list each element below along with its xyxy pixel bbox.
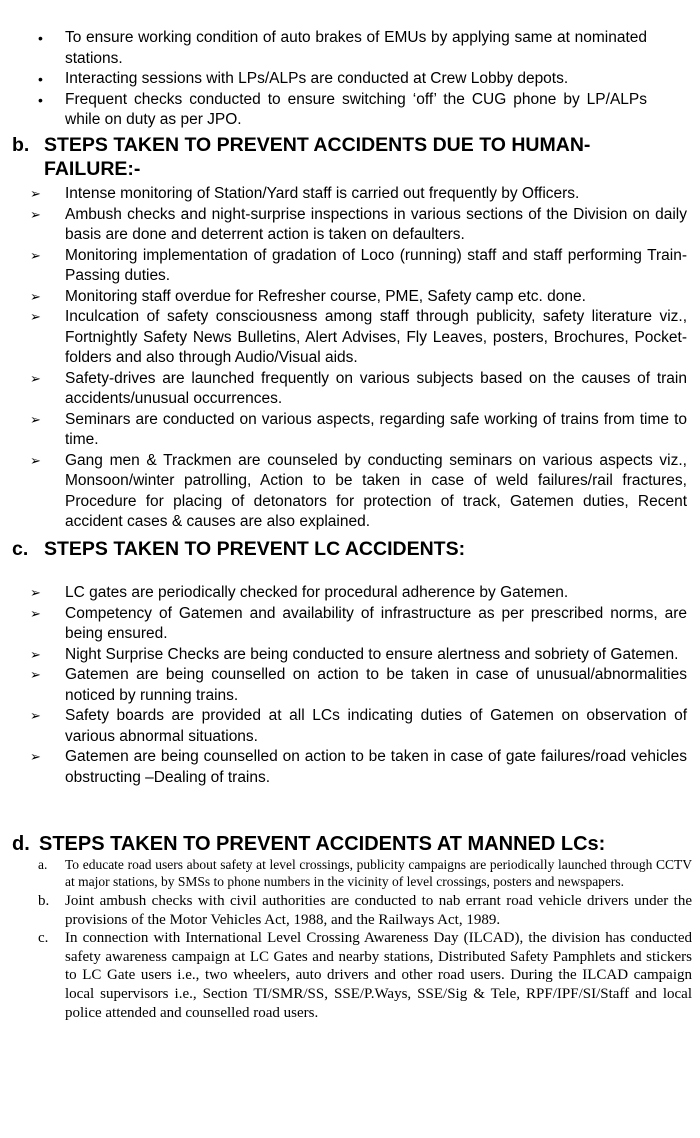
- list-item: [30, 410, 687, 451]
- arrow-bullet-icon: ➢: [30, 646, 41, 662]
- section-b-heading: [12, 133, 644, 181]
- section-letter: b.: [12, 134, 30, 156]
- section-title: STEPS TAKEN TO PREVENT LC ACCIDENTS:: [44, 538, 466, 560]
- list-item: [32, 90, 647, 131]
- arrow-bullet-icon: ➢: [30, 667, 41, 682]
- arrow-bullet-icon: ➢: [30, 206, 41, 222]
- bullet-icon: •: [38, 71, 43, 87]
- list-item: [30, 665, 687, 706]
- list-item-text: To ensure working condition of auto brakes of EMUs by applying same at nominated stations.: [65, 29, 647, 67]
- list-item-text: Gatemen are being counselled on action to be taken in case of unusual/abnormalities noticed by running trains.: [65, 666, 687, 704]
- list-marker: c.: [38, 930, 49, 947]
- list-item: [30, 369, 687, 410]
- arrow-bullet-icon: ➢: [30, 247, 41, 263]
- arrow-bullet-icon: ➢: [30, 605, 41, 621]
- list-item: [30, 645, 687, 666]
- list-item-text: Interacting sessions with LPs/ALPs are conducted at Crew Lobby depots.: [65, 70, 569, 87]
- top-bullet-list: [32, 28, 647, 131]
- section-title: STEPS TAKEN TO PREVENT ACCIDENTS DUE TO HUMAN-FAILURE:-: [44, 134, 591, 180]
- arrow-bullet-icon: ➢: [30, 309, 41, 324]
- list-item: [30, 307, 687, 369]
- list-item: [32, 28, 647, 69]
- section-letter: c.: [12, 538, 29, 560]
- list-item-text: Night Surprise Checks are being conducted to ensure alertness and sobriety of Gatemen.: [65, 645, 679, 663]
- list-item-text: Gang men & Trackmen are counseled by conducting seminars on various aspects viz., Monsoon/winter patrolling, Action to be taken in case of weld failures/rail fractures, Procedure for placing of detonators for protection of track, Gatemen duties, Recent accident cases & causes are also explained.: [65, 451, 687, 530]
- list-item-text: Safety-drives are launched frequently on various subjects based on the causes of train accidents/unusual occurrences.: [65, 369, 687, 407]
- arrow-bullet-icon: ➢: [30, 749, 41, 764]
- list-item: [30, 706, 687, 747]
- arrow-bullet-icon: ➢: [30, 288, 41, 304]
- section-letter: d.: [12, 833, 30, 855]
- list-item: [38, 857, 692, 890]
- list-item-text: Gatemen are being counselled on action to be taken in case of gate failures/road vehicles obstructing –Dealing of trains.: [65, 748, 687, 786]
- section-b-list: [30, 184, 687, 533]
- list-item-text: Frequent checks conducted to ensure switching ‘off’ the CUG phone by LP/ALPs while on duty as per JPO.: [65, 90, 647, 128]
- list-item: [30, 747, 687, 788]
- bullet-icon: •: [38, 91, 43, 108]
- list-item: [30, 604, 687, 645]
- list-item-text: Monitoring staff overdue for Refresher course, PME, Safety camp etc. done.: [65, 287, 586, 305]
- list-item-text: In connection with International Level Crossing Awareness Day (ILCAD), the division has conducted safety awareness campaign at LC Gates and nearby stations, Distributed Safety Pamphlets and stickers to LC Gate users i.e., two wheelers, auto drivers and other road users. During the ILCAD campaign local supervisors i.e., Section TI/SMR/SS, SSE/P.Ways, SSE/Sig & Tele, RPF/IPF/SI/Staff and local police attended and counselled road users.: [65, 930, 692, 1021]
- list-item-text: Safety boards are provided at all LCs indicating duties of Gatemen on observation of various abnormal situations.: [65, 707, 687, 745]
- bullet-icon: •: [38, 30, 43, 46]
- list-item: [30, 184, 687, 205]
- arrow-bullet-icon: ➢: [30, 708, 41, 723]
- list-item-text: Ambush checks and night-surprise inspections in various sections of the Division on daily basis are done and deterrent action is taken on defaulters.: [65, 205, 687, 243]
- section-d-list: [38, 857, 692, 1022]
- section-c-list: [30, 583, 687, 788]
- list-item: [30, 583, 687, 604]
- list-item-text: Intense monitoring of Station/Yard staff is carried out frequently by Officers.: [65, 185, 580, 202]
- list-item-text: Competency of Gatemen and availability of infrastructure as per prescribed norms, are being ensured.: [65, 604, 687, 642]
- list-marker: b.: [38, 893, 50, 909]
- list-item: [30, 246, 687, 287]
- section-c-heading: [12, 537, 612, 561]
- list-item: [30, 205, 687, 246]
- list-item: [30, 451, 687, 533]
- list-item: [30, 287, 687, 308]
- list-item-text: To educate road users about safety at level crossings, publicity campaigns are periodically launched through CCTV at major stations, by SMSs to phone numbers in the vicinity of level crossings, posters and newspapers.: [65, 857, 692, 889]
- arrow-bullet-icon: ➢: [30, 370, 41, 386]
- section-d-heading: [12, 832, 692, 856]
- list-item-text: Inculcation of safety consciousness among staff through publicity, safety literature viz., Fortnightly Safety News Bulletins, Alert Advises, Fly Leaves, posters, Brochures, Pocket-folders and also through Audio/Visual aids.: [65, 308, 687, 366]
- list-item-text: Monitoring implementation of gradation of Loco (running) staff and staff performing Train-Passing duties.: [65, 246, 687, 284]
- list-item-text: Seminars are conducted on various aspects, regarding safe working of trains from time to time.: [65, 410, 687, 448]
- list-marker: a.: [38, 857, 48, 872]
- list-item-text: Joint ambush checks with civil authorities are conducted to nab errant road vehicle drivers under the provisions of the Motor Vehicles Act, 1988, and the Railways Act, 1989.: [65, 893, 692, 928]
- arrow-bullet-icon: ➢: [30, 452, 41, 468]
- arrow-bullet-icon: ➢: [30, 186, 41, 201]
- section-title: STEPS TAKEN TO PREVENT ACCIDENTS AT MANNED LCs:: [39, 833, 606, 855]
- arrow-bullet-icon: ➢: [30, 411, 41, 427]
- arrow-bullet-icon: ➢: [30, 585, 41, 600]
- list-item: [38, 892, 692, 929]
- list-item-text: LC gates are periodically checked for procedural adherence by Gatemen.: [65, 584, 569, 601]
- list-item: [38, 929, 692, 1022]
- list-item: [32, 69, 647, 90]
